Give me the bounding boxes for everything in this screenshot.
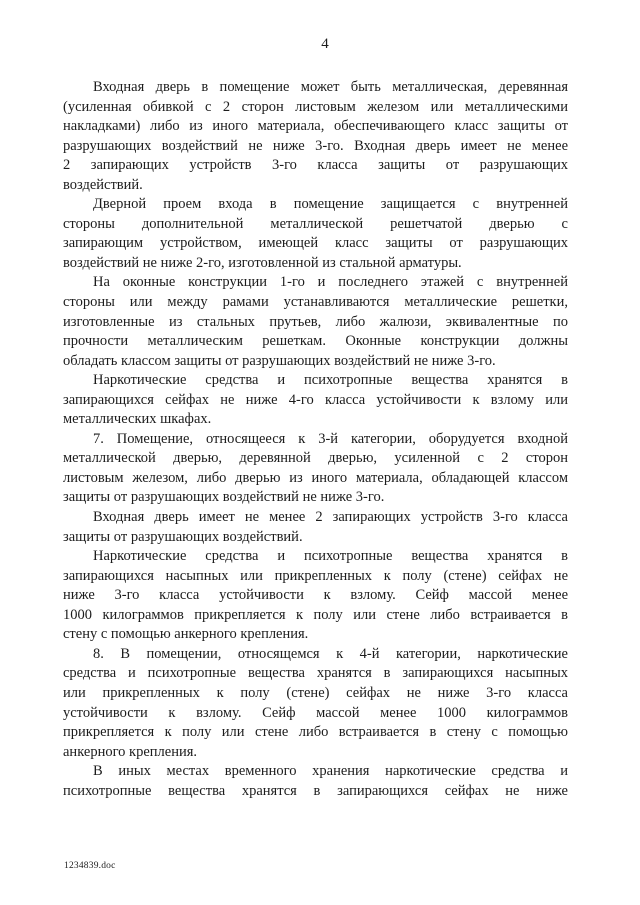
text-line: Дверной проем входа в помещение защищается с внутренней	[93, 196, 568, 213]
text-line: запирающим устройством, имеющей класс защиты от разрушающих	[63, 235, 568, 252]
text-line: Наркотические средства и психотропные вещества хранятся в	[93, 372, 568, 389]
text-line: прочности металлическим решеткам. Оконные конструкции должны	[63, 333, 568, 350]
text-line: 2 запирающих устройств 3-го класса защиты от разрушающих	[63, 157, 568, 174]
text-line: Входная дверь в помещение может быть металлическая, деревянная	[93, 79, 568, 95]
text-line: воздействий не ниже 2-го, изготовленной из стальной арматуры.	[63, 254, 462, 271]
text-line: ниже 3-го класса устойчивости к взлому. Сейф массой менее	[63, 587, 568, 604]
text-line: металлических шкафах.	[63, 411, 212, 428]
text-line: Входная дверь имеет не менее 2 запирающих устройств 3-го класса	[93, 509, 568, 526]
text-line: обладать классом защиты от разрушающих воздействий не ниже 3-го.	[63, 352, 496, 369]
text-line: стену с помощью анкерного крепления.	[63, 626, 309, 643]
document-body	[63, 78, 568, 801]
text-line: защиты от разрушающих воздействий.	[63, 528, 303, 545]
text-line: 1000 килограммов прикрепляется к полу или стене либо встраивается в	[63, 606, 568, 623]
text-line: 7. Помещение, относящееся к 3-й категории, оборудуется входной	[93, 430, 568, 447]
text-line: 8. В помещении, относящемся к 4-й категории, наркотические	[93, 645, 568, 662]
text-line: накладками) либо из иного материала, обеспечивающего класс защиты от	[63, 118, 568, 135]
text-line: (усиленная обивкой с 2 сторон листовым железом или металлическими	[63, 98, 568, 115]
text-line: разрушающих воздействий не ниже 3-го. Входная дверь имеет не менее	[63, 137, 568, 154]
text-line: защиты от разрушающих воздействий не ниже 3-го.	[63, 489, 385, 506]
text-line: запирающихся насыпных или прикрепленных к полу (стене) сейфах не	[63, 567, 568, 584]
text-line: изготовленные из стальных прутьев, либо жалюзи, эквивалентные по	[63, 313, 568, 330]
text-line: прикрепляется к полу или стене либо встраивается в стену с помощью	[63, 724, 568, 741]
text-line: На оконные конструкции 1-го и последнего этажей с внутренней	[93, 274, 568, 291]
text-line: В иных местах временного хранения наркотические средства и	[93, 763, 568, 780]
text-line: психотропные вещества хранятся в запирающихся сейфах не ниже	[63, 782, 568, 799]
text-line: металлической дверью, деревянной дверью, усиленной с 2 сторон	[63, 450, 568, 467]
text-line: стороны или между рамами устанавливаются металлические решетки,	[63, 294, 568, 311]
footer-filename: 1234839.doc	[64, 861, 116, 871]
text-line: или прикрепленных к полу (стене) сейфах не ниже 3-го класса	[63, 684, 568, 701]
text-line: средства и психотропные вещества хранятся в запирающихся насыпных	[63, 665, 568, 682]
text-line: стороны дополнительной металлической решетчатой дверью с	[63, 215, 568, 232]
text-line: устойчивости к взлому. Сейф массой менее 1000 килограммов	[63, 704, 568, 721]
text-line: анкерного крепления.	[63, 743, 198, 760]
text-line: Наркотические средства и психотропные вещества хранятся в	[93, 548, 568, 565]
text-line: листовым железом, либо дверью из иного материала, обладающей классом	[63, 469, 568, 486]
text-line: запирающихся сейфах не ниже 4-го класса устойчивости к взлому или	[63, 391, 568, 408]
text-line: воздействий.	[63, 176, 143, 193]
page-number: 4	[321, 36, 329, 52]
